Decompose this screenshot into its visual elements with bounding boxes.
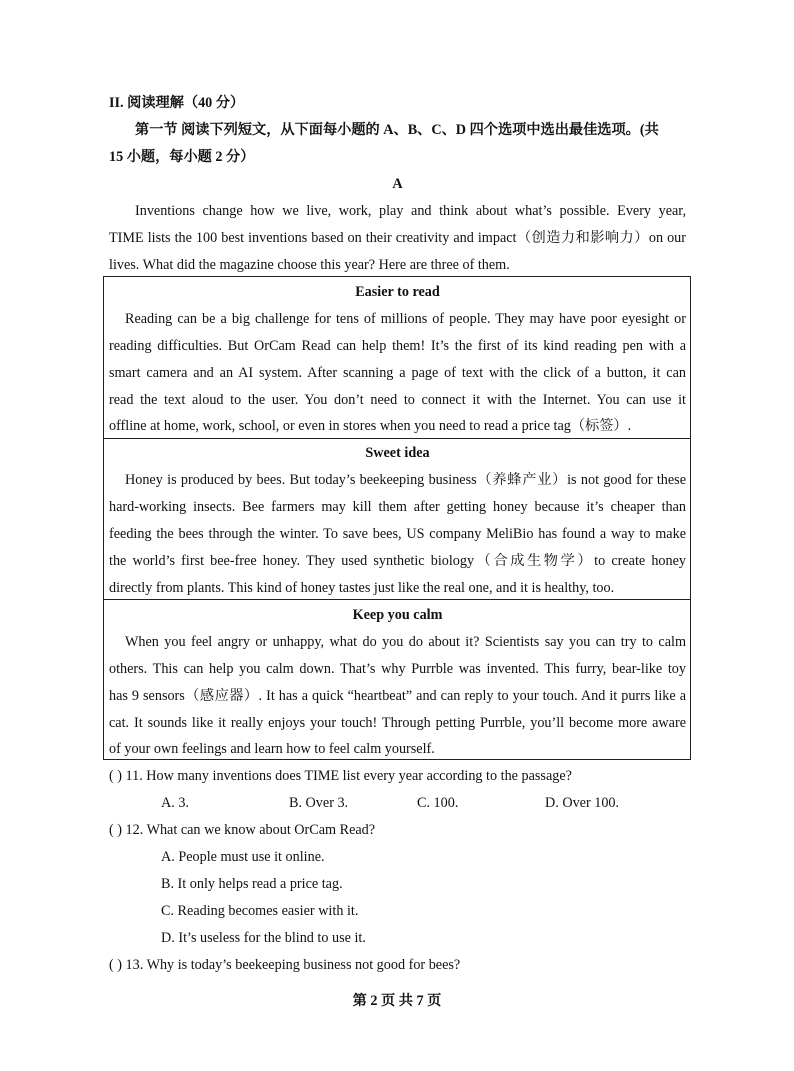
question-11-option-a: A. 3. — [161, 795, 189, 811]
question-11-option-c: C. 100. — [417, 795, 459, 811]
intro-line: lives. What did the magazine choose this year? Here are three of them. — [109, 257, 510, 273]
question-12-option-b: B. It only helps read a price tag. — [161, 876, 343, 892]
question-12-option-d: D. It’s useless for the blind to use it. — [161, 930, 366, 946]
question-11-option-d: D. Over 100. — [545, 795, 620, 811]
box-heading-sweet-idea: Sweet idea — [365, 445, 430, 461]
box-text-line: others. This can help you calm down. That’s why Purrble was invented. This furry, bear-like toy — [109, 661, 686, 677]
box-text-line: directly from plants. This kind of honey tastes just like the real one, and it is healthy, too. — [109, 580, 615, 596]
box-text-line: Honey is produced by bees. But today’s beekeeping business（养蜂产业）is not good for these — [125, 472, 686, 488]
box-text-line: hard-working insects. Bee farmers may kill them after getting honey because it’s cheaper than — [109, 499, 686, 515]
intro-line: TIME lists the 100 best inventions based on their creativity and impact（创造力和影响力）on our — [109, 230, 686, 246]
question-11-option-b: B. Over 3. — [289, 795, 349, 811]
box-text-line: smart camera and an AI system. After scanning a page of text with the click of a button, it can — [109, 365, 686, 381]
box-text-line: When you feel angry or unhappy, what do you do about it? Scientists say you can try to calm — [125, 634, 686, 650]
box-text-line: cat. It sounds like it really enjoys your touch! Through petting Purrble, you’ll become more aware — [109, 715, 686, 731]
box-text-line: of your own feelings and learn how to feel calm yourself. — [109, 741, 435, 757]
intro-line: Inventions change how we live, work, play and think about what’s possible. Every year, — [135, 203, 686, 219]
page-footer: 第 2 页 共 7 页 — [352, 993, 442, 1009]
question-11-stem: ( ) 11. How many inventions does TIME list every year according to the passage? — [109, 768, 572, 784]
section-title: II. 阅读理解（40 分） — [109, 95, 245, 111]
box-text-line: Reading can be a big challenge for tens of millions of people. They may have poor eyesight or — [125, 311, 686, 327]
question-12-stem: ( ) 12. What can we know about OrCam Read? — [109, 822, 376, 838]
passage-label: A — [392, 176, 403, 192]
box-text-line: reading difficulties. But OrCam Read can help them! It’s the first of its kind reading pen with a — [109, 338, 686, 354]
section-instruction-line-1: 第一节 阅读下列短文，从下面每小题的 A、B、C、D 四个选项中选出最佳选项。(共 — [135, 122, 659, 138]
box-heading-easier-to-read: Easier to read — [355, 284, 440, 300]
box-text-line: feeding the bees through the winter. To save bees, US company MeliBio has found a way to make — [109, 526, 686, 542]
question-12-option-c: C. Reading becomes easier with it. — [161, 903, 359, 919]
question-12-option-a: A. People must use it online. — [161, 849, 325, 865]
question-13-stem: ( ) 13. Why is today’s beekeeping business not good for bees? — [109, 957, 461, 973]
section-instruction-line-2: 15 小题，每小题 2 分） — [109, 149, 255, 165]
box-text-line: has 9 sensors（感应器）. It has a quick “heartbeat” and can reply to your touch. And it purrs like a — [109, 688, 686, 704]
box-text-line: the world’s first bee-free honey. They used synthetic biology（合成生物学）to create honey — [109, 553, 686, 569]
box-heading-keep-you-calm: Keep you calm — [352, 607, 443, 623]
box-text-line: read the text aloud to the user. You don’t need to connect it with the Internet. You can use it — [109, 392, 686, 408]
box-text-line: offline at home, work, school, or even in stores when you need to read a price tag（标签）. — [109, 418, 632, 434]
